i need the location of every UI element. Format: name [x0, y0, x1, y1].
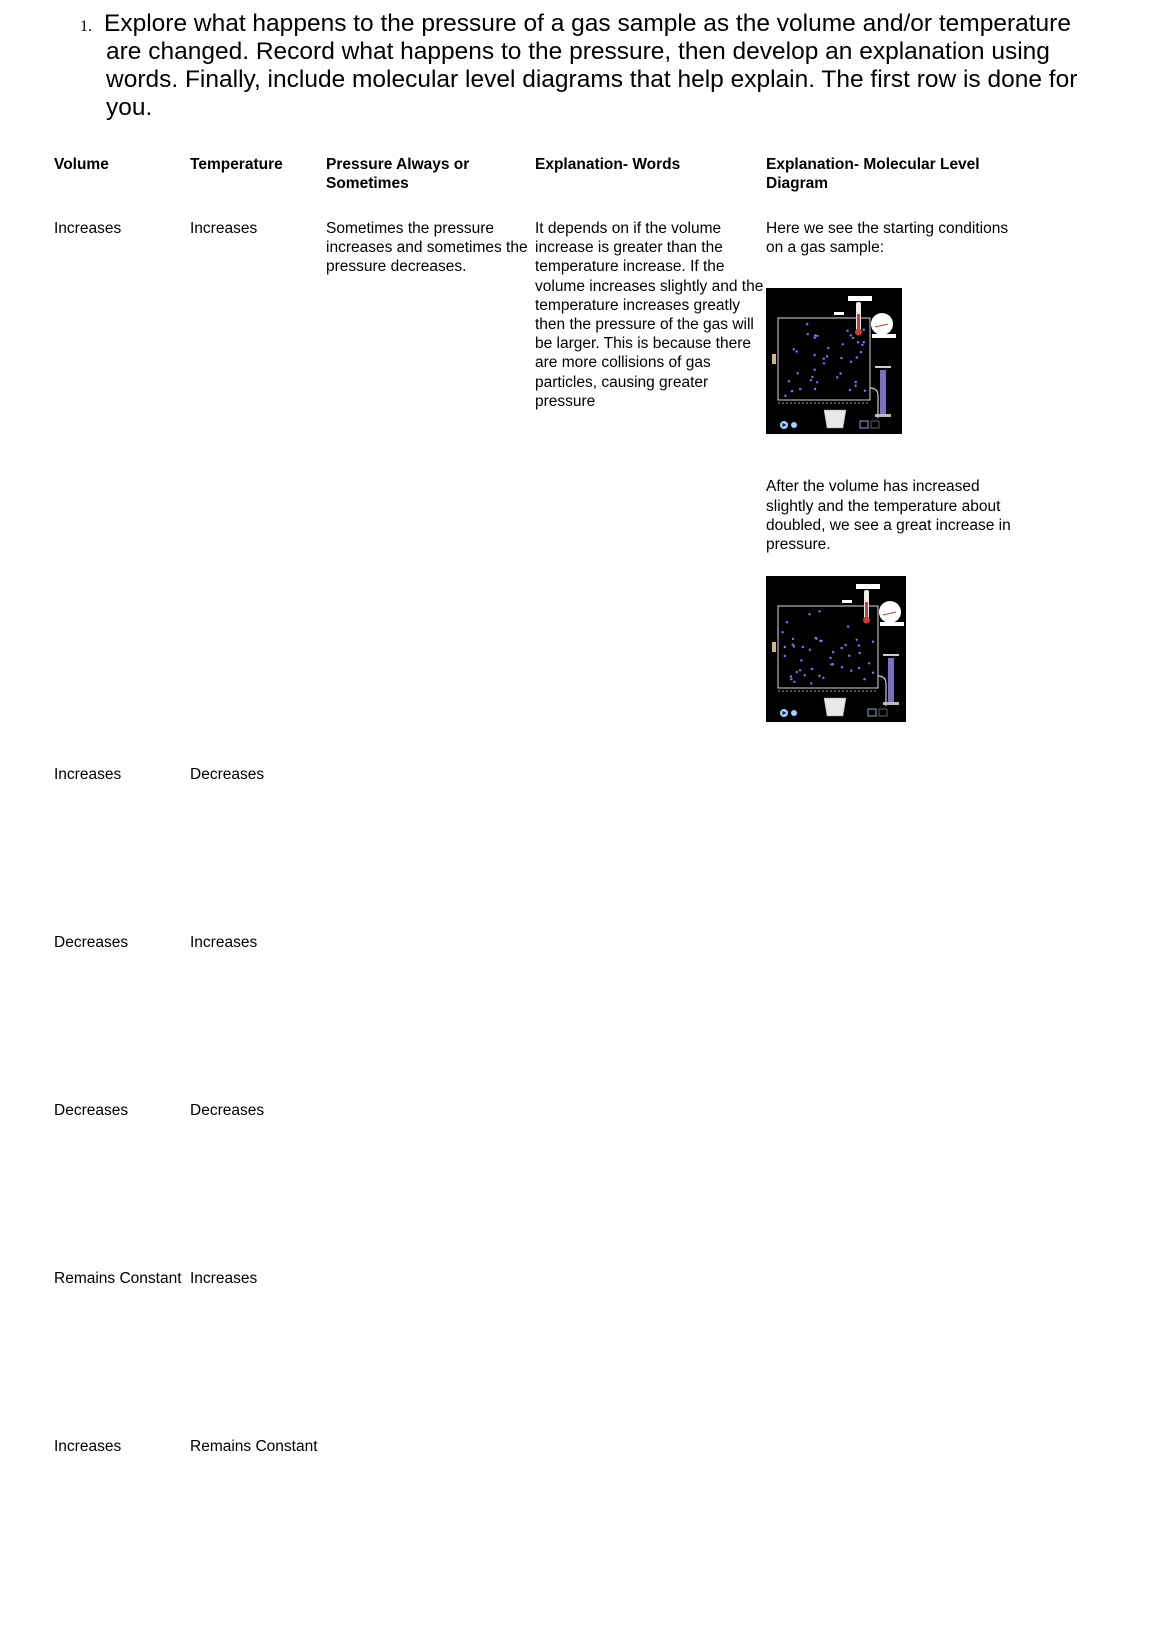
gas-particle — [850, 670, 852, 672]
gas-particle — [814, 337, 816, 339]
table-header-row — [54, 155, 1034, 219]
view-toggle-icon — [871, 421, 879, 428]
gas-sim-after-graphic — [766, 576, 906, 722]
gas-particle — [815, 637, 817, 639]
gas-particle — [811, 668, 813, 670]
cell-words: It depends on if the volume increase is greater than the temperature increase. If the volume increases slightly and the temperature increases greatly then the pressure of the gas will be larger. This is because there are more collisions of gas particles, causing greater pressure — [535, 220, 764, 410]
gas-particle — [864, 390, 866, 392]
cell-diagram — [766, 765, 1034, 933]
question-prompt — [80, 10, 1110, 122]
gas-particle — [823, 358, 825, 360]
gas-particle — [816, 382, 818, 384]
view-toggle-icon — [868, 709, 876, 716]
temperature-readout — [856, 584, 880, 589]
gas-particle — [813, 354, 815, 356]
gas-particle — [807, 333, 809, 335]
gas-particle — [854, 385, 856, 387]
pump-icon — [888, 658, 894, 702]
gas-particle — [872, 641, 874, 643]
thermometer-bulb-icon — [855, 329, 862, 336]
gas-particle — [799, 388, 801, 390]
gas-particle — [861, 344, 863, 346]
table-row — [54, 765, 1034, 933]
cell-temperature: Increases — [190, 934, 258, 952]
header-pressure: Pressure Always or Sometimes — [326, 156, 470, 193]
gas-particle — [814, 388, 816, 390]
pump-handle-icon — [875, 366, 891, 368]
cell-temperature: Remains Constant — [190, 1438, 318, 1456]
gas-particle — [858, 667, 860, 669]
pump-icon — [880, 370, 886, 414]
cell-diagram — [766, 219, 1034, 765]
thermometer-fill — [857, 314, 860, 330]
gas-particle — [855, 381, 857, 383]
gas-particle — [823, 363, 825, 365]
pump-hose — [878, 676, 886, 706]
gas-particle — [860, 351, 862, 353]
diagram-before-caption: Here we see the starting conditions on a gas sample: — [766, 220, 1009, 257]
gas-particle — [816, 335, 818, 337]
container-handle-icon — [772, 354, 776, 364]
gas-particle — [858, 645, 860, 647]
gas-particle — [784, 655, 786, 657]
gas-particle — [841, 666, 843, 668]
cell-words — [535, 933, 766, 1101]
gas-particle — [850, 361, 852, 363]
temperature-readout — [848, 296, 872, 301]
gas-particle — [781, 631, 783, 633]
gas-particle — [791, 390, 793, 392]
gas-particle — [808, 613, 810, 615]
gas-particle — [859, 652, 861, 654]
heater-bucket-icon — [824, 698, 846, 716]
pump-base — [875, 414, 891, 417]
gas-particle — [799, 669, 801, 671]
gas-particle — [786, 621, 788, 623]
gas-particle — [822, 677, 824, 679]
gas-particle — [844, 644, 846, 646]
cell-volume: Increases — [54, 220, 122, 237]
gas-particle — [792, 644, 794, 646]
slider-marker — [834, 312, 844, 315]
cell-pressure — [326, 1269, 535, 1437]
cell-temperature: Increases — [190, 1270, 258, 1288]
cell-pressure — [326, 1437, 535, 1587]
cell-words — [535, 1437, 766, 1587]
table-row — [54, 933, 1034, 1101]
gas-particle — [848, 655, 850, 657]
gas-particle — [802, 646, 804, 648]
cell-diagram — [766, 933, 1034, 1101]
header-temperature: Temperature — [190, 156, 283, 173]
gas-sim-before-graphic — [766, 288, 902, 434]
cell-volume: Decreases — [54, 934, 129, 952]
gas-particle — [872, 672, 874, 674]
cell-words — [535, 765, 766, 933]
pump-hose — [870, 388, 878, 418]
cell-diagram — [766, 1437, 1034, 1587]
container-handle-icon — [772, 642, 776, 652]
cell-volume: Decreases — [54, 1102, 129, 1120]
header-words: Explanation- Words — [535, 156, 681, 173]
question-text: Explore what happens to the pressure of a gas sample as the volume and/or temperature are changed. Record what happens to the pressure, then develop an explanation using words. Finally, include molecular level diagrams that help explain. The first row is done for you. — [104, 10, 1078, 121]
gas-particle — [856, 639, 858, 641]
gas-particle — [863, 341, 865, 343]
gas-particle — [811, 376, 813, 378]
gas-particle — [818, 675, 820, 677]
gas-particle — [818, 610, 820, 612]
cell-temperature: Decreases — [190, 1102, 265, 1120]
cell-pressure — [326, 1101, 535, 1269]
cell-words — [535, 1269, 766, 1437]
pressure-gauge-icon — [879, 601, 901, 623]
thermometer-bulb-icon — [863, 617, 870, 624]
thermometer-fill — [865, 602, 868, 618]
gas-particle — [832, 651, 834, 653]
gas-particle — [810, 683, 812, 685]
cell-pressure — [326, 765, 535, 933]
pump-handle-icon — [883, 654, 899, 656]
pump-base — [883, 702, 899, 705]
cell-pressure — [326, 933, 535, 1101]
gas-particle — [857, 342, 859, 344]
gas-particle — [840, 357, 842, 359]
gas-particle — [839, 373, 841, 375]
cell-temperature: Increases — [190, 220, 258, 237]
table-row — [54, 219, 1034, 765]
gas-particle — [784, 395, 786, 397]
gas-particle — [852, 337, 854, 339]
table-row — [54, 1269, 1034, 1437]
gas-particle — [836, 377, 838, 379]
gas-particle — [797, 373, 799, 375]
gas-particle — [863, 329, 865, 331]
gas-particle — [863, 678, 865, 680]
gas-particle — [792, 638, 794, 640]
gas-sim-before-image — [766, 288, 902, 434]
gas-particle — [826, 356, 828, 358]
gas-sim-after-image — [766, 576, 906, 722]
gas-particle — [868, 662, 870, 664]
header-diagram: Explanation- Molecular Level Diagram — [766, 156, 980, 193]
gas-particle — [846, 330, 848, 332]
gas-particle — [793, 349, 795, 351]
pressure-gauge-icon — [871, 313, 893, 335]
cell-volume: Increases — [54, 766, 122, 784]
gas-particle — [832, 663, 834, 665]
heater-bucket-icon — [824, 410, 846, 428]
cell-pressure: Sometimes the pressure increases and sometimes the pressure decreases. — [326, 220, 528, 276]
gas-particle — [856, 357, 858, 359]
gas-particle — [820, 640, 822, 642]
question-number: 1. — [80, 18, 92, 35]
step-button-icon — [791, 710, 797, 716]
gas-particle — [829, 657, 831, 659]
view-toggle-icon — [879, 709, 887, 716]
gas-particle — [827, 347, 829, 349]
gas-particle — [795, 351, 797, 353]
table-row — [54, 1101, 1034, 1269]
pressure-readout — [872, 334, 896, 338]
gas-particle — [814, 369, 816, 371]
view-toggle-icon — [860, 421, 868, 428]
gas-particle — [788, 381, 790, 383]
diagram-after-caption: After the volume has increased slightly and the temperature about doubled, we see a great increase in pressure. — [766, 478, 1011, 554]
gas-particle — [810, 380, 812, 382]
cell-temperature: Decreases — [190, 766, 265, 784]
header-volume: Volume — [54, 156, 109, 173]
gas-law-table — [54, 155, 1034, 1587]
gas-particle — [790, 676, 792, 678]
slider-marker — [842, 600, 852, 603]
gas-particle — [847, 626, 849, 628]
gas-particle — [800, 660, 802, 662]
cell-volume: Remains Constant — [54, 1270, 182, 1288]
gas-particle — [840, 647, 842, 649]
pressure-readout — [880, 622, 904, 626]
gas-particle — [796, 671, 798, 673]
gas-particle — [842, 344, 844, 346]
gas-particle — [784, 646, 786, 648]
gas-particle — [790, 678, 792, 680]
cell-volume: Increases — [54, 1438, 122, 1456]
gas-particle — [814, 335, 816, 337]
gas-particle — [809, 649, 811, 651]
cell-diagram — [766, 1269, 1034, 1437]
cell-words — [535, 1101, 766, 1269]
gas-particle — [806, 323, 808, 325]
gas-particle — [804, 674, 806, 676]
gas-particle — [793, 681, 795, 683]
cell-diagram — [766, 1101, 1034, 1269]
gas-particle — [849, 389, 851, 391]
gas-particle — [850, 335, 852, 337]
step-button-icon — [791, 422, 797, 428]
table-row — [54, 1437, 1034, 1587]
